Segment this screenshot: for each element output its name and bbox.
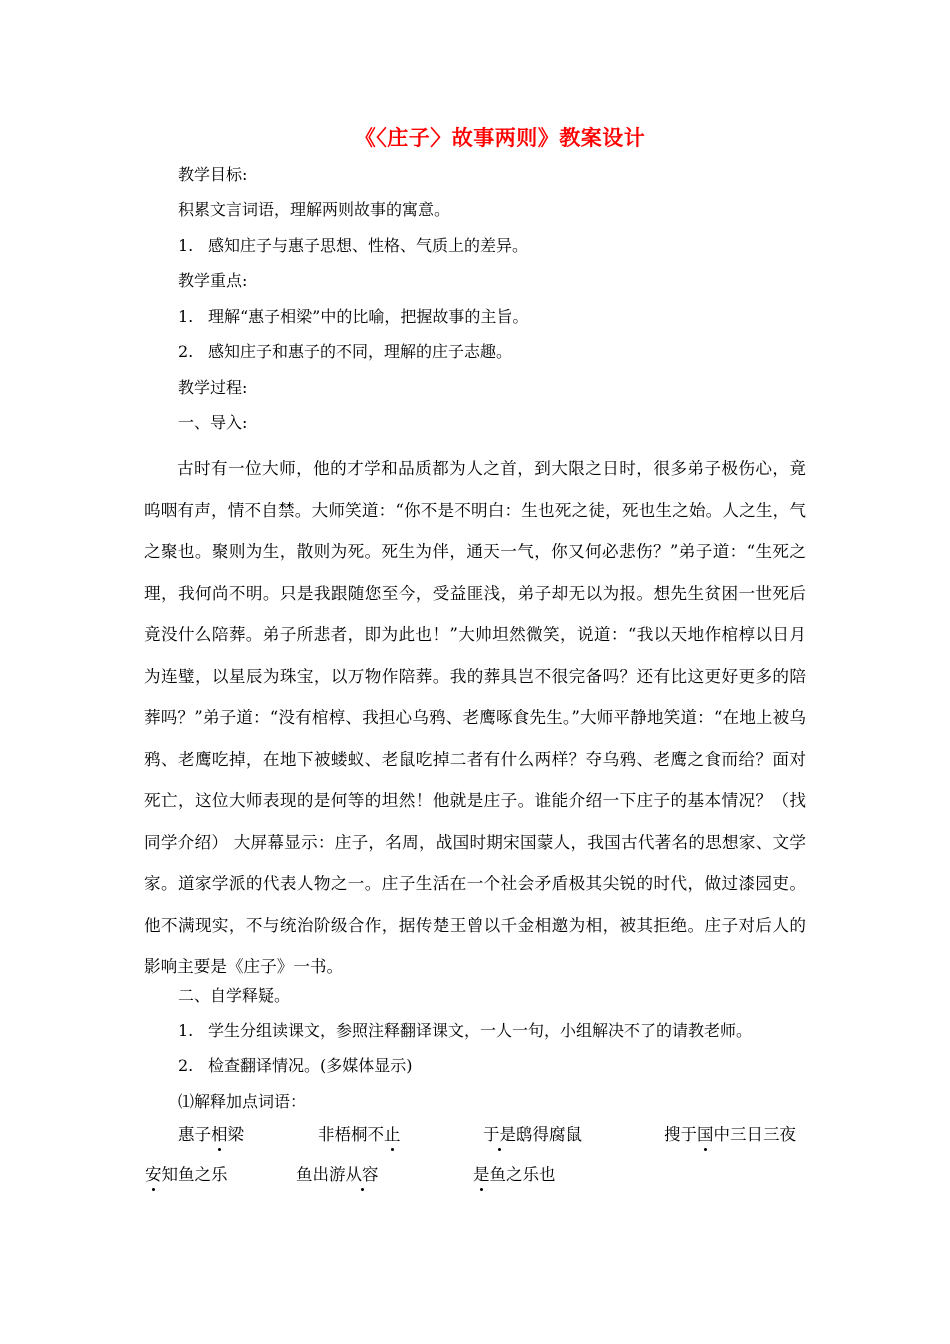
study-2-text: 检查翻译情况。(多媒体显示) [208, 1056, 413, 1075]
explain-heading: ⑴解释加点词语： [178, 1092, 307, 1111]
key-2-text: 感知庄子和惠子的不同，理解的庄子志趣。 [208, 342, 513, 361]
study-1-number: 1. [178, 1021, 194, 1040]
vocab-item: 搜于国中三日三夜 [664, 1125, 796, 1144]
dotted-word: 止 [384, 1125, 401, 1144]
dotted-word: 于是 [483, 1125, 516, 1144]
process-heading: 教学过程: [178, 378, 248, 397]
intro-paragraph: 古时有一位大师，他的才学和品质都为人之首，到大限之日时，很多弟子极伤心，竟呜咽有声，情不自禁。大师笑道：“你不是不明白：生也死之徒，死也生之始。人之生，气之聚也。聚则为生，散则为死。死生为伴，通天一气，你又何必悲伤？”弟子道：“生死之理，我何尚不明。只是我跟随您至今，受益匪浅，弟子却无以为报。想先生贫困一世死后竟没什么陪葬。弟子所悲者，即为此也！”大帅坦然微笑，说道：“我以天地作棺椁以日月为连璧，以星辰为珠宝，以万物作陪葬。我的葬具岂不很完备吗？还有比这更好更多的陪葬吗？”弟子道：“没有棺椁、我担心乌鸦、老鹰啄食先生。”大师平静地笑道：“在地上被乌鸦、老鹰吃掉，在地下被蝼蚁、老鼠吃掉二者有什么两样？夺乌鸦、老鹰之食而给？面对死亡，这位大师表现的是何等的坦然！他就是庄子。谁能介绍一下庄子的基本情况？（找同学介绍） 大屏幕显示：庄子，名周，战国时期宋国蒙人，我国古代著名的思想家、文学家。道家学派的代表人物之一。庄子生活在一个社会矛盾极其尖锐的时代，做过漆园吏。他不满现实，不与统治阶级合作，据传楚王曾以千金相邀为相，被其拒绝。庄子对后人的影响主要是《庄子》一书。 [144, 459, 806, 976]
key-2-number: 2. [178, 342, 194, 361]
dotted-word: 安 [145, 1165, 162, 1184]
study-2-number: 2. [178, 1056, 194, 1075]
vocab-item: 安知鱼之乐 [145, 1165, 228, 1184]
goal-2-text: 感知庄子与惠子思想、性格、气质上的差异。 [208, 236, 529, 255]
goal-1: 积累文言词语，理解两则故事的寓意。 [178, 200, 451, 219]
vocab-item: 是鱼之乐也 [473, 1165, 556, 1184]
key-1-number: 1. [178, 307, 194, 326]
study-1-text: 学生分组读课文，参照注释翻译课文，一人一句，小组解决不了的请教老师。 [208, 1021, 753, 1040]
goals-heading: 教学目标: [178, 165, 248, 184]
intro-heading: 一、导入: [178, 413, 248, 432]
vocab-item: 鱼出游从容 [296, 1165, 379, 1184]
self-study-heading: 二、自学释疑。 [178, 986, 291, 1005]
study-1 [178, 1020, 752, 1042]
dotted-word: 从容 [345, 1165, 379, 1184]
key-2 [178, 341, 512, 363]
dotted-word: 是 [473, 1165, 490, 1184]
document-title: 《〈庄子〉故事两则》教案设计 [354, 125, 646, 150]
dotted-word: 相 [211, 1125, 228, 1144]
key-1 [178, 306, 528, 328]
dotted-word: 国 [697, 1125, 714, 1144]
vocab-item: 于是鸱得腐鼠 [483, 1125, 582, 1144]
vocab-item: 非梧桐不止 [318, 1125, 401, 1144]
goal-2 [178, 235, 528, 257]
goal-2-number: 1. [178, 236, 194, 255]
study-2 [178, 1055, 413, 1077]
key-1-text: 理解“惠子相梁”中的比喻，把握故事的主旨。 [208, 307, 529, 326]
key-heading: 教学重点: [178, 271, 248, 290]
vocab-item: 惠子相梁 [178, 1125, 244, 1144]
